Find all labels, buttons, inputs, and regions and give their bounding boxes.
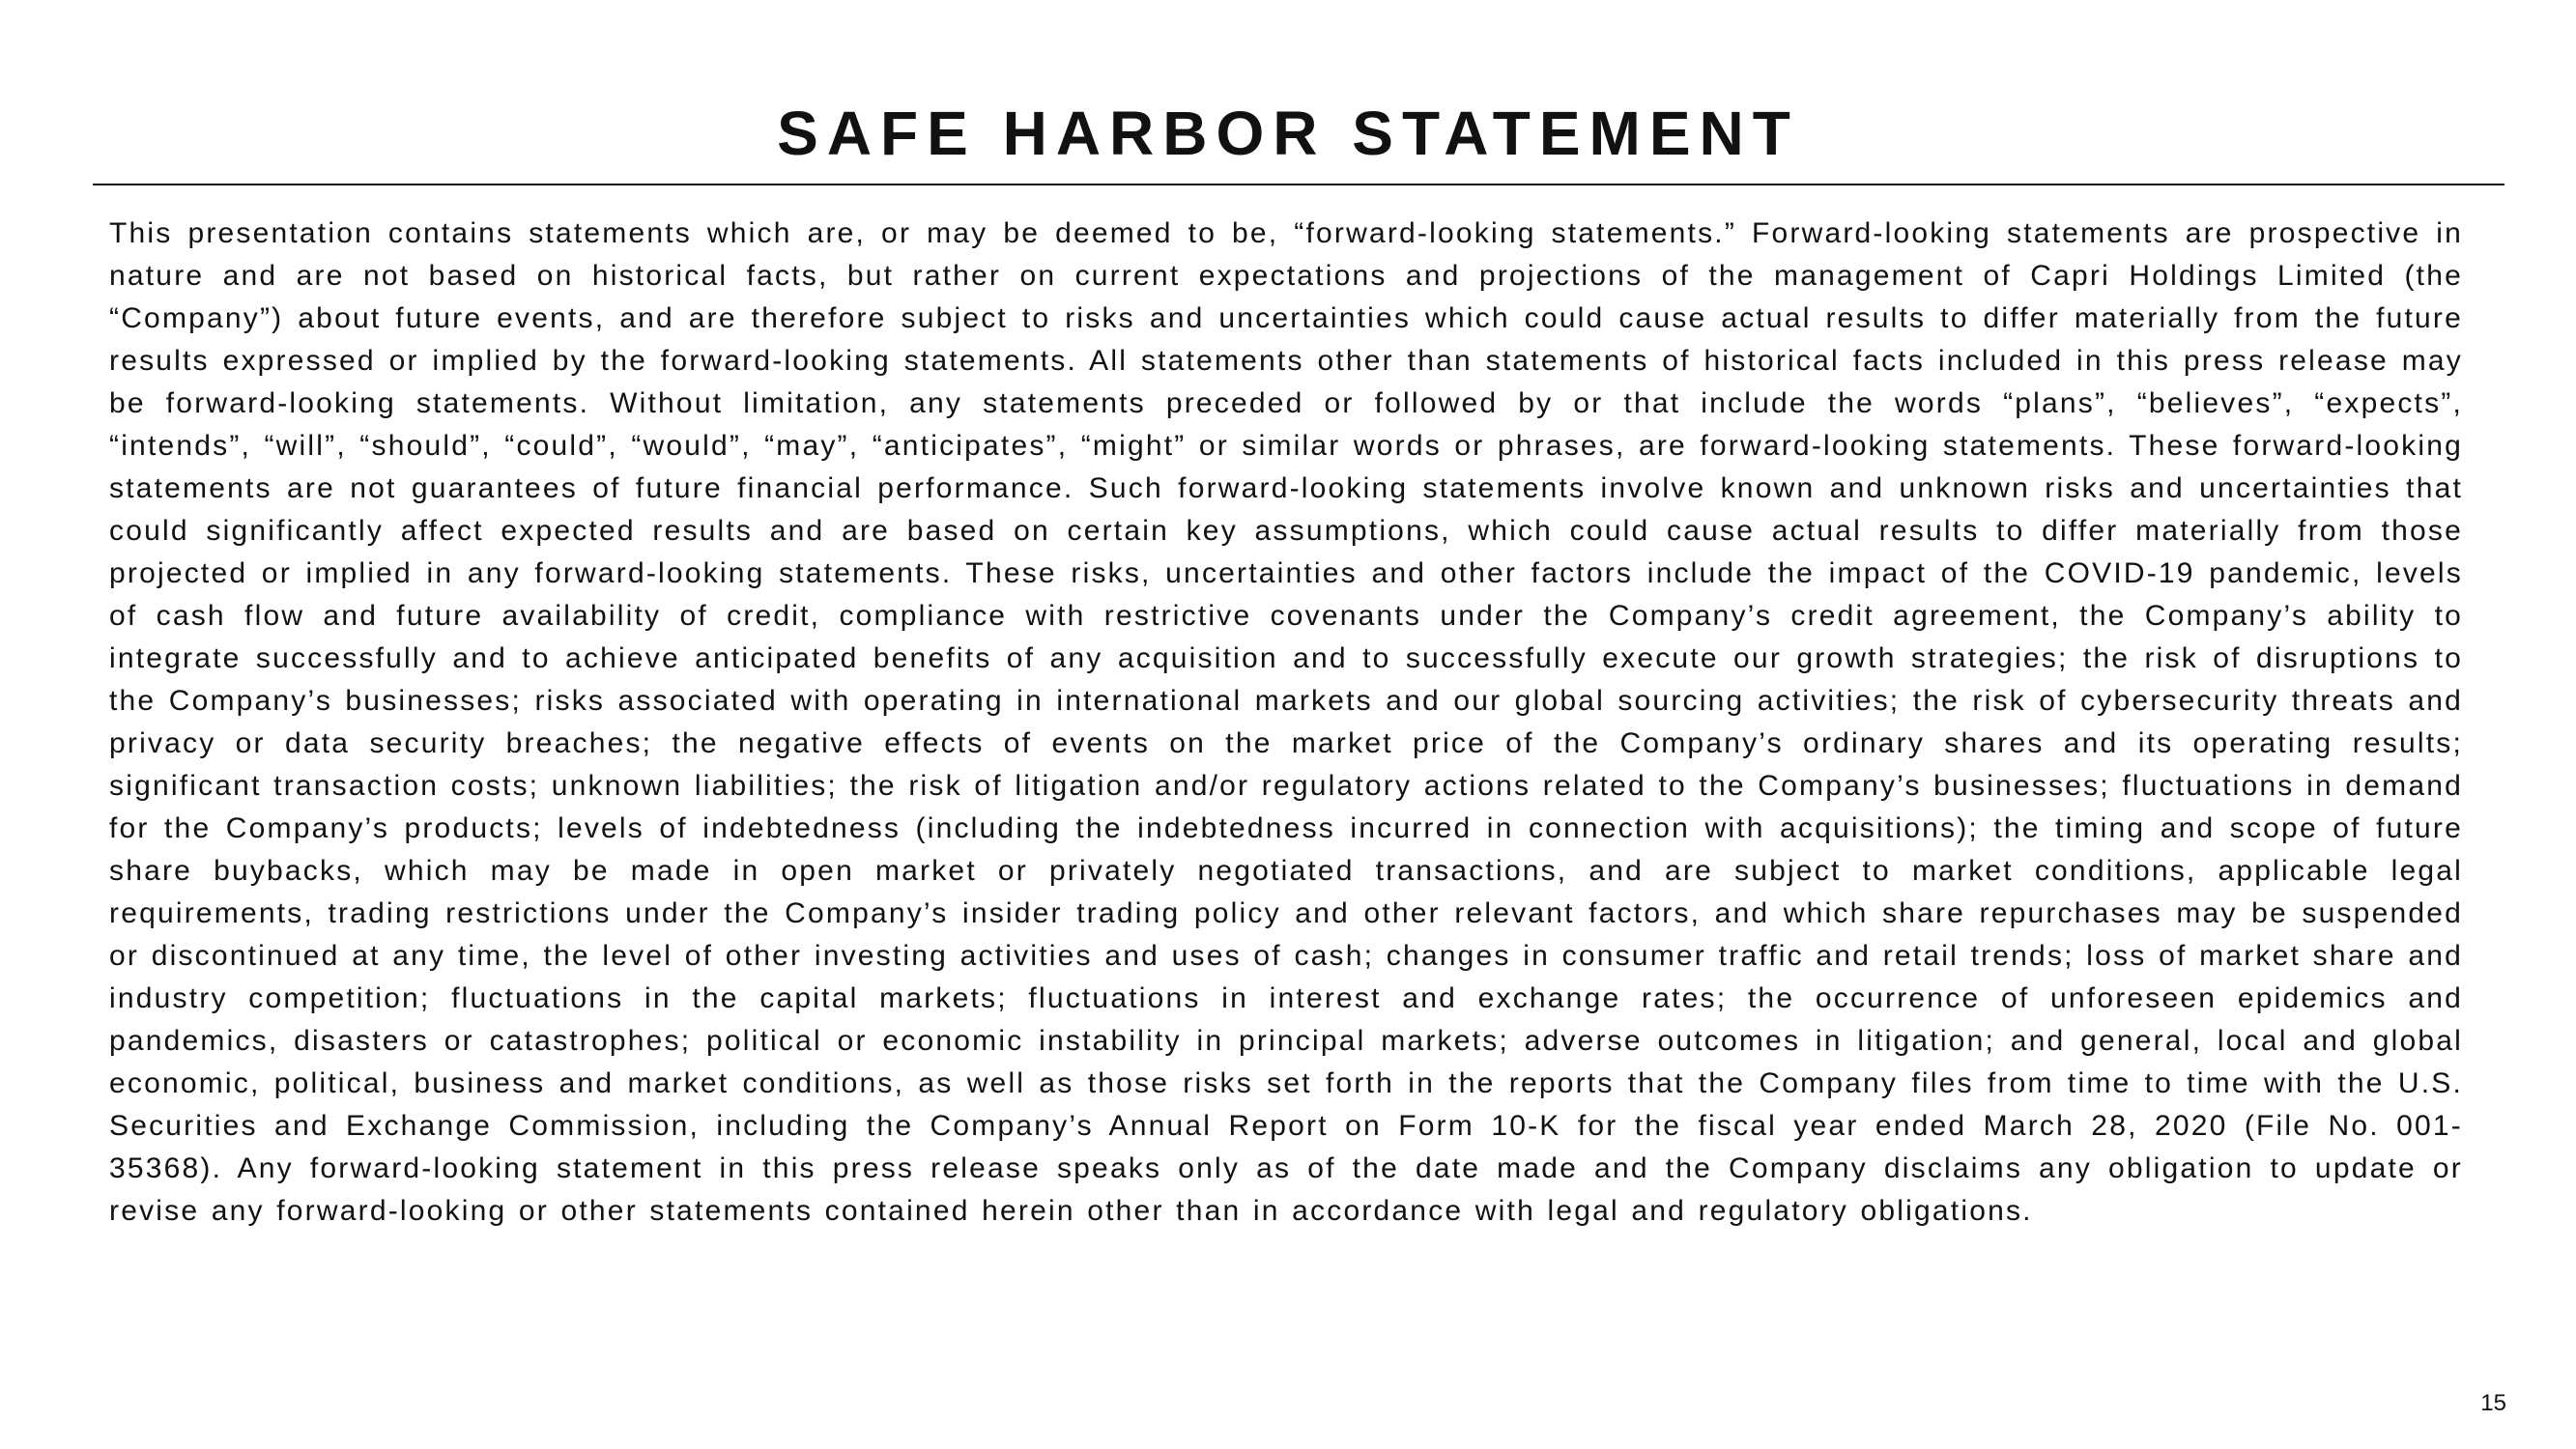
title-divider [93, 184, 2504, 185]
slide-title: SAFE HARBOR STATEMENT [777, 99, 1799, 168]
safe-harbor-body-text: This presentation contains statements which are, or may be deemed to be, “forward-looking statements.” Forward-looking statements are prospective in nature and are not based on historical facts, but rather on current expectations and projections of the management of Capri Holdings Limited (the “Company”) about future events, and are therefore subject to risks and uncertainties which could cause actual results to differ materially from the future results expressed or implied by the forward-looking statements. All statements other than statements of historical facts included in this press release may be forward-looking statements. Without limitation, any statements preceded or followed by or that include the words “plans”, “believes”, “expects”, “intends”, “will”, “should”, “could”, “would”, “may”, “anticipates”, “might” or similar words or phrases, are forward-looking statements. These forward-looking statements are not guarantees of future financial performance. Such forward-looking statements involve known and unknown risks and uncertainties that could significantly affect expected results and are based on certain key assumptions, which could cause actual results to differ materially from those projected or implied in any forward-looking statements. These risks, uncertainties and other factors include the impact of the COVID-19 pandemic, levels of cash flow and future availability of credit, compliance with restrictive covenants under the Company’s credit agreement, the Company’s ability to integrate successfully and to achieve anticipated benefits of any acquisition and to successfully execute our growth strategies; the risk of disruptions to the Company’s businesses; risks associated with operating in international markets and our global sourcing activities; the risk of cybersecurity threats and privacy or data security breaches; the negative effects of events on the market price of the Company’s ordinary shares and its operating results; significant transaction costs; unknown liabilities; the risk of litigation and/or regulatory actions related to the Company’s businesses; fluctuations in demand for the Company’s products; levels of indebtedness (including the indebtedness incurred in connection with acquisitions); the timing and scope of future share buybacks, which may be made in open market or privately negotiated transactions, and are subject to market conditions, applicable legal requirements, trading restrictions under the Company’s insider trading policy and other relevant factors, and which share repurchases may be suspended or discontinued at any time, the level of other investing activities and uses of cash; changes in consumer traffic and retail trends; loss of market share and industry competition; fluctuations in the capital markets; fluctuations in interest and exchange rates; the occurrence of unforeseen epidemics and pandemics, disasters or catastrophes; political or economic instability in principal markets; adverse outcomes in litigation; and general, local and global economic, political, business and market conditions, as well as those risks set forth in the reports that the Company files from time to time with the U.S. Securities and Exchange Commission, including the Company’s Annual Report on Form 10-K for the fiscal year ended March 28, 2020 (File No. 001-35368). Any forward-looking statement in this press release speaks only as of the date made and the Company disclaims any obligation to update or revise any forward-looking or other statements contained herein other than in accordance with legal and regulatory obligations. [109, 217, 2463, 1227]
page-number: 15 [2480, 1390, 2506, 1416]
